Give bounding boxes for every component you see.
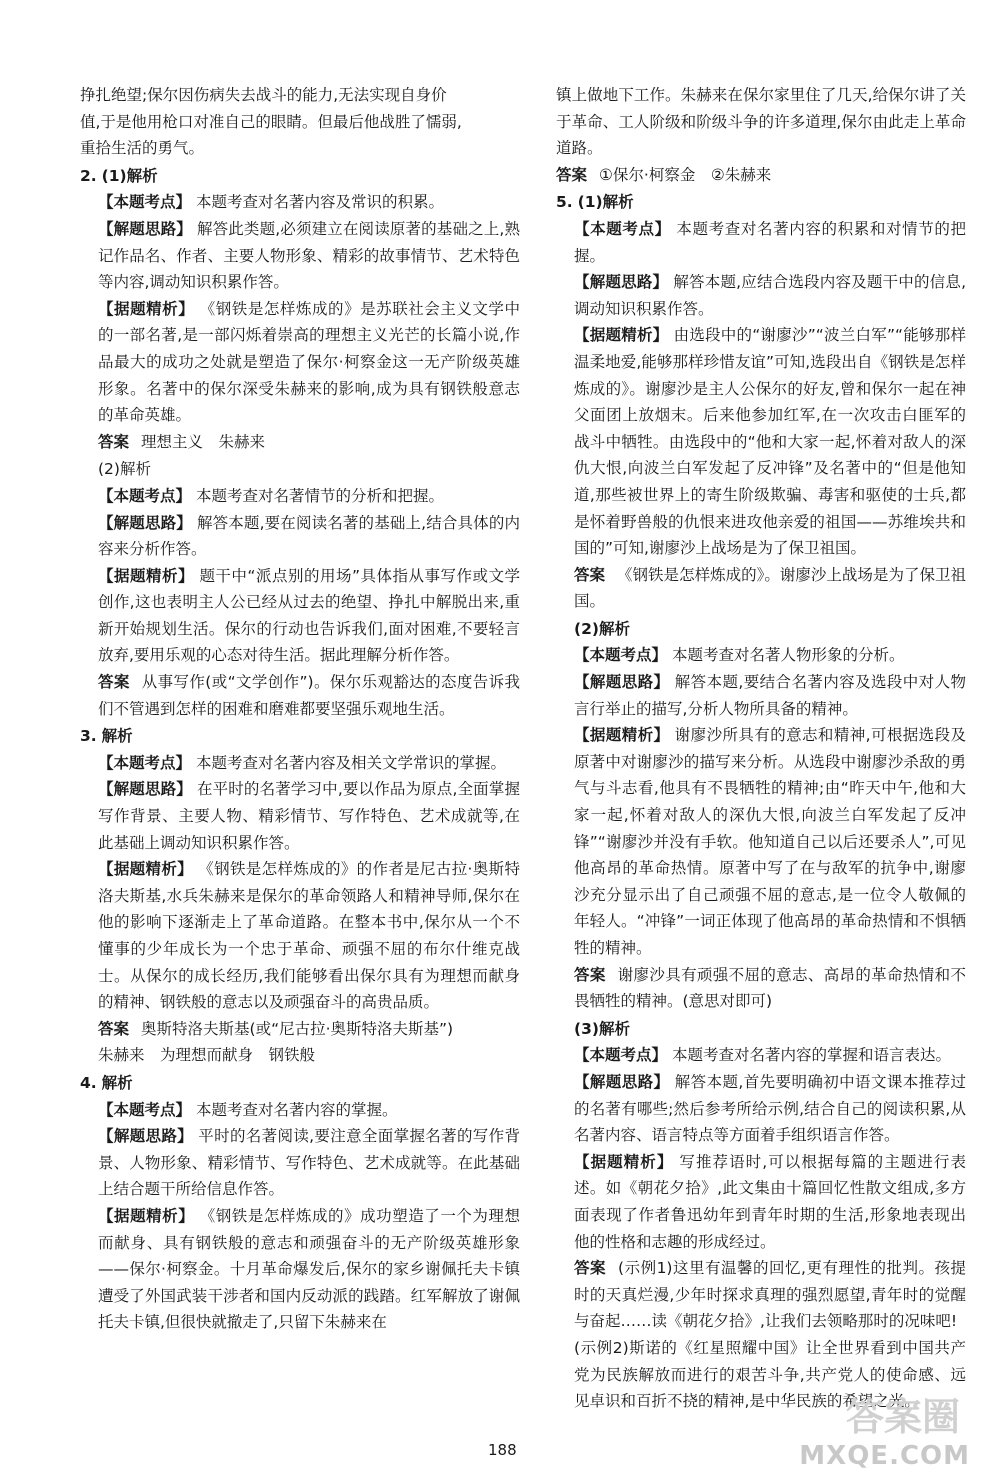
kaodian: 【本题考点】 本题考查对名著内容及常识的积累。 <box>98 193 444 212</box>
sub-heading: (1)解析 <box>577 193 634 212</box>
answer: 答案 从事写作(或“文学创作”)。保尔乐观豁达的态度告诉我们不管遇到怎样的困难和磨难都要坚强乐观地生活。 <box>98 673 520 718</box>
jingxi: 【据题精析】 谢廖沙所具有的意志和精神,可根据选段及原著中对谢廖沙的描写来分析。从选段中谢廖沙杀敌的勇气与斗志看,他具有不畏牺牲的精神;由“昨天中午,他和大家一起,怀着对敌人的深仇大恨,向波兰白军发起了反冲锋”“谢廖沙并没有手软。他知道自己以后还要杀人”,可见他高昂的革命热情。原著中写了在与敌军的抗争中,谢廖沙充分显示出了自己顽强不屈的意志,是一位令人敬佩的年轻人。“冲锋”一词正体现了他高昂的革命热情和不惧牺牲的精神。 <box>574 726 966 957</box>
kaodian: 【本题考点】 本题考查对名著内容的掌握和语言表达。 <box>574 1046 951 1065</box>
sub-heading: 解析 <box>101 1073 133 1092</box>
answer: 答案 《钢铁是怎样炼成的》。谢廖沙上战场是为了保卫祖国。 <box>574 565 966 611</box>
silu-tag: 【解题思路】 <box>98 219 192 238</box>
intro-line: 挣扎绝望;保尔因伤病失去战斗的能力,无法实现自身价 <box>80 86 447 104</box>
silu: 【解题思路】 解答本题,要结合名著内容及选段中对人物言行举止的描写,分析人物所具备的精神。 <box>574 673 966 718</box>
kaodian-tag: 【本题考点】 <box>98 193 192 212</box>
question-number: 3. <box>80 727 97 746</box>
jingxi: 【据题精析】 《钢铁是怎样炼成的》的作者是尼古拉·奥斯特洛夫斯基,水兵朱赫来是保尔的革命领路人和精神导师,保尔在他的影响下逐渐走上了革命道路。在整本书中,保尔从一个不懂事的少年成长为一个忠于革命、顽强不屈的布尔什维克战士。从保尔的成长经历,我们能够看出保尔具有为理想而献身的精神、钢铁般的意志以及顽强奋斗的高贵品质。 <box>98 860 520 1012</box>
question-number: 2. <box>80 166 97 185</box>
kaodian: 【本题考点】 本题考查对名著内容及相关文学常识的掌握。 <box>98 753 506 772</box>
kaodian: 【本题考点】 本题考查对名著内容的掌握。 <box>98 1100 398 1119</box>
answer-cont: 朱赫来 为理想而献身 钢铁般 <box>98 1046 316 1065</box>
watermark-url: MXQE.COM <box>799 1441 970 1471</box>
silu: 【解题思路】 平时的名著阅读,要注意全面掌握名著的写作背景、人物形象、精彩情节、写作特色、艺术成就等。在此基础上结合题干所给信息作答。 <box>98 1127 520 1199</box>
silu: 【解题思路】 解答本题,应结合选段内容及题干中的信息,调动知识积累作答。 <box>574 273 966 318</box>
question-4 <box>80 1070 520 1097</box>
question-number: 4. <box>80 1073 97 1092</box>
jingxi: 【据题精析】 《钢铁是怎样炼成的》成功塑造了一个为理想而献身、具有钢铁般的意志和顽强奋斗的无产阶级英雄形象——保尔·柯察金。十月革命爆发后,保尔的家乡谢佩托夫卡镇遭受了外国武装干涉者和国内反动派的践踏。红军解放了谢佩托夫卡镇,但很快就撤走了,只留下朱赫来在 <box>98 1206 520 1332</box>
sub-heading: 解析 <box>101 727 133 746</box>
answer-label: 答案 <box>98 432 130 451</box>
kaodian: 【本题考点】 本题考查对名著人物形象的分析。 <box>574 646 905 665</box>
watermark-logo: 答案圈 <box>845 1395 960 1439</box>
question-3 <box>80 723 520 750</box>
question-5 <box>556 189 966 216</box>
right-column <box>556 82 966 1415</box>
kaodian: 【本题考点】 本题考查对名著内容的积累和对情节的把握。 <box>574 219 966 265</box>
jingxi: 【据题精析】 《钢铁是怎样炼成的》是苏联社会主义文学中的一部名著,是一部闪烁着崇高的理想主义光芒的长篇小说,作品最大的成功之处就是塑造了保尔·柯察金这一无产阶级英雄形象。名著中的保尔深受朱赫来的影响,成为具有钢铁般意志的革命英雄。 <box>98 299 520 425</box>
q4-continuation: 镇上做地下工作。朱赫来在保尔家里住了几天,给保尔讲了关于革命、工人阶级和阶级斗争的许多道理,保尔由此走上革命道路。 <box>556 86 966 158</box>
intro-line: 重拾生活的勇气。 <box>80 139 205 158</box>
answer: 答案 ①保尔·柯察金 ②朱赫来 <box>556 165 772 184</box>
left-column <box>80 82 520 1336</box>
answer: 答案 奥斯特洛夫斯基(或“尼古拉·奥斯特洛夫斯基”) <box>98 1019 454 1038</box>
jingxi: 【据题精析】 由选段中的“谢廖沙”“波兰白军”“能够那样温柔地爱,能够那样珍惜友谊”可知,选段出自《钢铁是怎样炼成的》。谢廖沙是主人公保尔的好友,曾和保尔一起在神父面团上放烟末。后来他参加红军,在一次攻击白匪军的战斗中牺牲。由选段中的“他和大家一起,怀着对敌人的深仇大恨,向波兰白军发起了反冲锋”及名著中的“但是他知道,那些被世界上的寄生阶级欺骗、毒害和驱使的士兵,都是怀着野兽般的仇恨来进攻他亲爱的祖国——苏维埃共和国的”可知,谢廖沙上战场是为了保卫祖国。 <box>574 326 966 558</box>
page-number: 188 <box>488 1441 517 1459</box>
kaodian: 【本题考点】 本题考查对名著情节的分析和把握。 <box>98 486 444 505</box>
intro-line: 值,于是他用枪口对准自己的眼睛。但最后他战胜了懦弱, <box>80 112 462 131</box>
jingxi: 【据题精析】 题干中“派点别的用场”具体指从事写作或文学创作,这也表明主人公已经从过去的绝望、挣扎中解脱出来,重新开始规划生活。保尔的行动也告诉我们,面对困难,不要轻言放弃,要用乐观的心态对待生活。据此理解分析作答。 <box>98 566 520 665</box>
question-2 <box>80 163 520 190</box>
sub-heading: (2)解析 <box>574 619 630 638</box>
jingxi: 【据题精析】 写推荐语时,可以根据每篇的主题进行表述。如《朝花夕拾》,此文集由十篇回忆性散文组成,多方面表现了作者鲁迅幼年到青年时期的生活,形象地表现出他的性格和志趣的形成经过。 <box>574 1152 966 1251</box>
silu: 【解题思路】 解答此类题,必须建立在阅读原著的基础之上,熟记作品名、作者、主要人物形象、精彩的故事情节、艺术特色等内容,调动知识积累作答。 <box>98 219 520 292</box>
silu: 【解题思路】 解答本题,首先要明确初中语文课本推荐过的名著有哪些;然后参考所给示例,结合自己的阅读积累,从名著内容、语言特点等方面着手组织语言作答。 <box>574 1072 966 1145</box>
answer: 答案 谢廖沙具有顽强不屈的意志、高昂的革命热情和不畏牺牲的精神。(意思对即可) <box>574 965 966 1011</box>
sub-heading: (3)解析 <box>574 1019 630 1038</box>
question-number: 5. <box>556 193 573 212</box>
silu: 【解题思路】 在平时的名著学习中,要以作品为原点,全面掌握写作背景、主要人物、精彩情节、写作特色、艺术成就等,在此基础上调动知识积累作答。 <box>98 780 520 852</box>
sub-heading: (2)解析 <box>98 460 151 479</box>
answer-cont: (示例2)斯诺的《红星照耀中国》让全世界看到中国共产党为民族解放而进行的艰苦斗争,共产党人的使命感、远见卓识和百折不挠的精神,是中华民族的希望之光。 <box>574 1338 966 1411</box>
sub-heading: (1)解析 <box>101 166 158 185</box>
silu: 【解题思路】 解答本题,要在阅读名著的基础上,结合具体的内容来分析作答。 <box>98 513 520 559</box>
jingxi-tag: 【据题精析】 <box>98 299 195 318</box>
answer: 答案 (示例1)这里有温馨的回忆,更有理性的批判。孩提时的天真烂漫,少年时探求真理的强烈愿望,青年时的觉醒与奋起……读《朝花夕拾》,让我们去领略那时的况味吧! <box>574 1259 966 1331</box>
answer: 答案 理想主义 朱赫来 <box>98 432 266 451</box>
